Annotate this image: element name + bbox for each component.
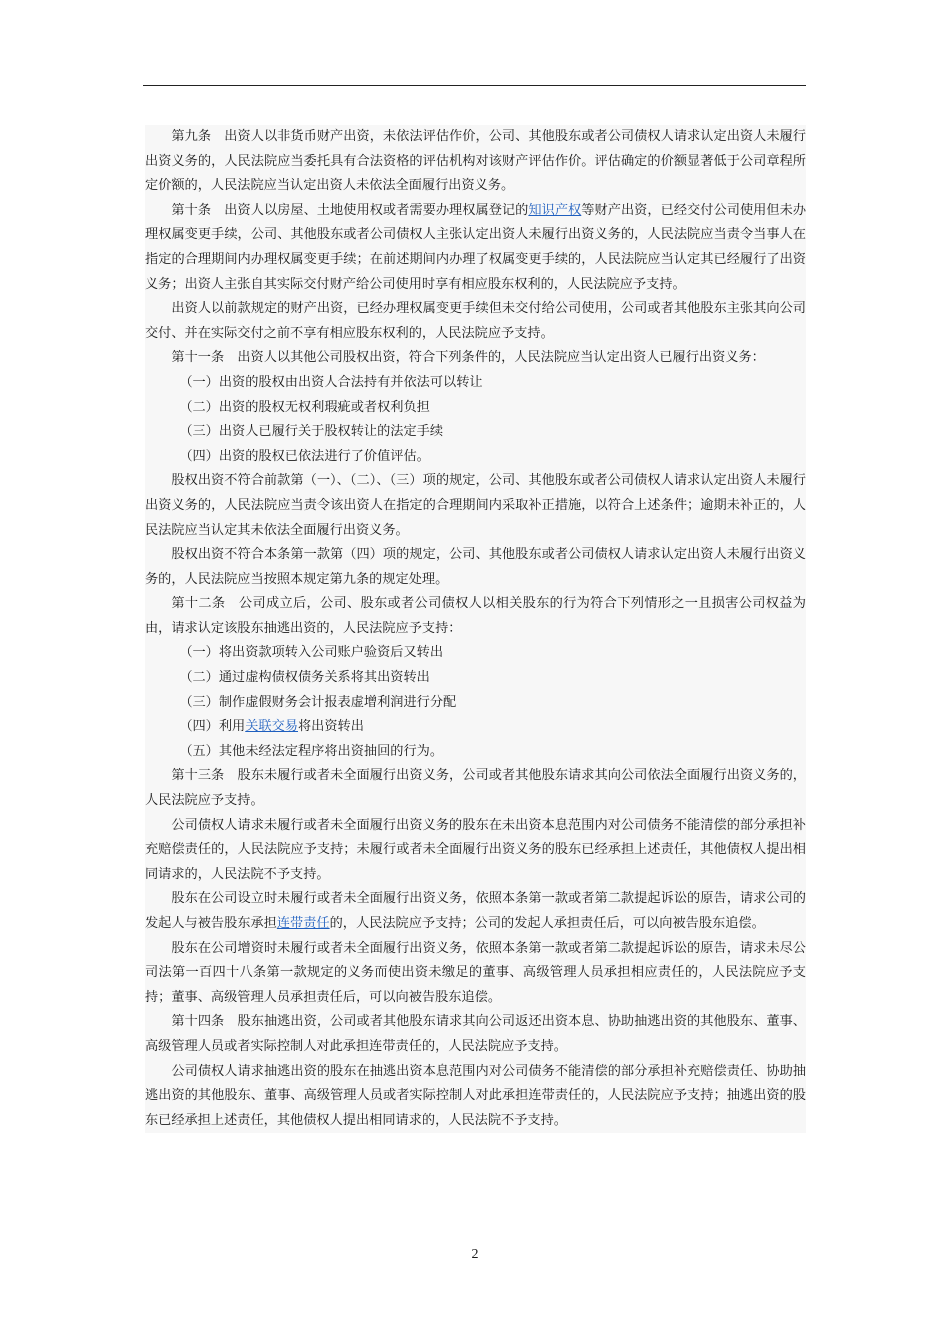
page-number: 2 [471,1247,479,1262]
list-item: （二）通过虚构债权债务关系将其出资转出 [179,670,430,686]
document-body [145,125,806,1133]
paragraph-article-9: 第九条 出资人以非货币财产出资，未依法评估作价，公司、其他股东或者公司债权人请求认定出资人未履行出资义务的，人民法院应当委托具有合法资格的评估机构对该财产评估作价。评估确定的价额显著低于公司章程所定价额的，人民法院应当认定出资人未依法全面履行出资义务。 [145,129,806,194]
paragraph-text: 等财产出资，已经交付公司使用但未办理权属变更手续，公司、其他股东或者公司债权人主张认定出资人未履行出资义务的，人民法院应当责令当事人在指定的合理期间内办理权属变更手续；在前述期间内办理了权属变更手续的，人民法院应当认定其已经履行了出资义务；出资人主张自其实际交付财产给公司使用时享有相应股东权利的，人民法院应予支持。 [145,202,807,292]
link-joint-liability[interactable]: 连带责任 [276,916,330,931]
paragraph-article-14-2: 公司债权人请求抽逃出资的股东在抽逃出资本息范围内对公司债务不能清偿的部分承担补充赔偿责任、协助抽逃出资的其他股东、董事、高级管理人员或者实际控制人对此承担连带责任的，人民法院应予支持；抽逃出资的股东已经承担上述责任，其他债权人提出相同请求的，人民法院不予支持。 [145,1063,806,1128]
list-item-text: （四）利用 [179,719,246,735]
paragraph-article-11-3: 股权出资不符合本条第一款第（四）项的规定，公司、其他股东或者公司债权人请求认定出资人未履行出资义务的，人民法院应当按照本规定第九条的规定处理。 [145,547,806,587]
list-item: （四）出资的股权已依法进行了价值评估。 [179,448,430,464]
list-item: （二）出资的股权无权利瑕疵或者权利负担 [179,399,430,415]
list-item [145,715,806,740]
link-related-party-transaction[interactable]: 关联交易 [245,719,298,735]
paragraph-article-11: 第十一条 出资人以其他公司股权出资，符合下列条件的，人民法院应当认定出资人已履行出资义务： [171,350,765,366]
paragraph-article-13-4: 股东在公司增资时未履行或者未全面履行出资义务，依照本条第一款或者第二款提起诉讼的原告，请求未尽公司法第一百四十八条第一款规定的义务而使出资未缴足的董事、高级管理人员承担相应责任的，人民法院应予支持；董事、高级管理人员承担责任后，可以向被告股东追偿。 [145,940,806,1005]
paragraph-article-10-2: 出资人以前款规定的财产出资，已经办理权属变更手续但未交付给公司使用，公司或者其他股东主张其向公司交付、并在实际交付之前不享有相应股东权利的，人民法院应予支持。 [145,301,806,341]
list-item: （三）出资人已履行关于股权转让的法定手续 [179,424,444,440]
paragraph-article-13-2: 公司债权人请求未履行或者未全面履行出资义务的股东在未出资本息范围内对公司债务不能清偿的部分承担补充赔偿责任的，人民法院应予支持；未履行或者未全面履行出资义务的股东已经承担上述责任，其他债权人提出相同请求的，人民法院不予支持。 [145,817,806,882]
list-item: （一）出资的股权由出资人合法持有并依法可以转让 [179,374,483,390]
paragraph-article-10 [145,199,806,297]
paragraph-text: 股东在公司设立时未履行或者未全面履行出资义务，依照本条第一款或者第二款提起诉讼的原告，请求公司的发起人与被告股东承担 [145,891,806,931]
list-item: （五）其他未经法定程序将出资抽回的行为。 [179,743,444,759]
paragraph-text: 第十条 出资人以房屋、土地使用权或者需要办理权属登记的 [171,202,529,218]
header-rule [143,85,806,86]
paragraph-article-12: 第十二条 公司成立后，公司、股东或者公司债权人以相关股东的行为符合下列情形之一且损害公司权益为由，请求认定该股东抽逃出资的，人民法院应予支持： [145,596,806,636]
paragraph-article-14: 第十四条 股东抽逃出资，公司或者其他股东请求其向公司返还出资本息、协助抽逃出资的其他股东、董事、高级管理人员或者实际控制人对此承担连带责任的，人民法院应予支持。 [145,1014,806,1054]
paragraph-article-13: 第十三条 股东未履行或者未全面履行出资义务，公司或者其他股东请求其向公司依法全面履行出资义务的，人民法院应予支持。 [145,768,806,809]
list-item: （一）将出资款项转入公司账户验资后又转出 [179,645,444,661]
paragraph-text: 的，人民法院应予支持；公司的发起人承担责任后，可以向被告股东追偿。 [329,916,765,931]
paragraph-article-13-3 [145,887,806,936]
list-item-text: 将出资转出 [298,719,364,735]
list-item: （三）制作虚假财务会计报表虚增利润进行分配 [179,694,457,710]
paragraph-article-11-2: 股权出资不符合前款第（一）、（二）、（三）项的规定，公司、其他股东或者公司债权人请求认定出资人未履行出资义务的，人民法院应当责令该出资人在指定的合理期间内采取补正措施，以符合上述条件；逾期未补正的，人民法院应当认定其未依法全面履行出资义务。 [145,473,806,538]
link-intellectual-property[interactable]: 知识产权 [528,202,582,218]
